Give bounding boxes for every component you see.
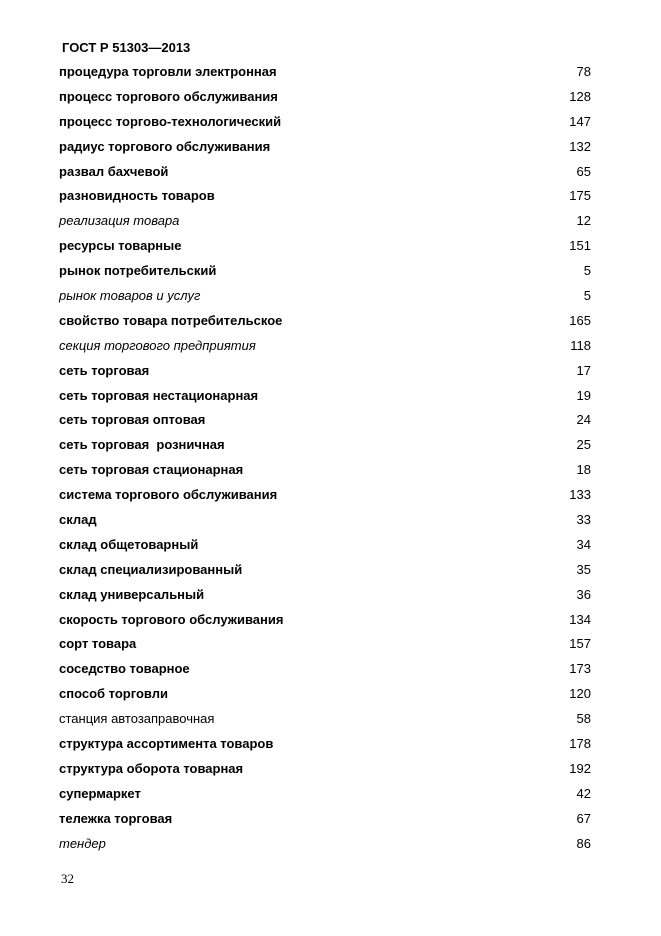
index-page-ref: 118: [570, 337, 591, 353]
index-entry: [59, 88, 591, 113]
index-entry: [59, 287, 591, 312]
index-page-ref: 34: [576, 536, 591, 552]
index-entry: [59, 486, 591, 511]
index-page-ref: 18: [576, 462, 591, 478]
index-entry: [59, 63, 591, 88]
index-page-ref: 147: [569, 113, 591, 129]
index-entry: [59, 262, 591, 287]
index-term: реализация товара: [59, 213, 180, 229]
index-term: процесс торгового обслуживания: [59, 88, 278, 104]
index-entry: [59, 511, 591, 536]
index-term: скорость торгового обслуживания: [59, 611, 284, 627]
index-entry: [59, 660, 591, 685]
index-term: процесс торгово-технологический: [59, 113, 282, 129]
document-header: ГОСТ Р 51303—2013: [62, 40, 191, 55]
index-page-ref: 35: [576, 561, 591, 577]
index-term: сеть торговая нестационарная: [59, 387, 259, 403]
index-term: радиус торгового обслуживания: [59, 138, 271, 154]
index-entry: [59, 138, 591, 163]
index-entry: [59, 561, 591, 586]
index-term: система торгового обслуживания: [59, 487, 278, 503]
index-term: свойство товара потребительское: [59, 312, 283, 328]
index-page-ref: 24: [576, 412, 591, 428]
index-page-ref: 173: [569, 661, 591, 677]
index-page-ref: 175: [569, 188, 591, 204]
index-entry: [59, 760, 591, 785]
index-term: структура оборота товарная: [59, 760, 244, 776]
index-page-ref: 134: [569, 611, 591, 627]
index-page-ref: 19: [576, 387, 591, 403]
index-page-ref: 133: [569, 487, 591, 503]
index-page-ref: 78: [576, 64, 591, 79]
index-entry: [59, 735, 591, 760]
term-index-list: [59, 63, 591, 860]
index-entry: [59, 835, 591, 860]
index-page-ref: 178: [569, 736, 591, 752]
index-term: сеть торговая стационарная: [59, 462, 244, 478]
index-page-ref: 67: [576, 810, 591, 826]
index-page-ref: 36: [576, 586, 591, 602]
index-term: структура ассортимента товаров: [59, 736, 274, 752]
index-page-ref: 132: [569, 138, 591, 154]
index-entry: [59, 237, 591, 262]
index-page-ref: 86: [576, 835, 591, 851]
index-term: разновидность товаров: [59, 188, 215, 204]
index-page-ref: 192: [569, 760, 591, 776]
index-page-ref: 151: [569, 238, 591, 254]
index-term: соседство товарное: [59, 661, 190, 677]
index-entry: [59, 611, 591, 636]
index-page-ref: 157: [569, 636, 591, 652]
index-term: склад: [59, 512, 97, 528]
index-entry: [59, 536, 591, 561]
index-term: сеть торговая: [59, 362, 150, 378]
index-term: склад универсальный: [59, 586, 205, 602]
index-page-ref: 58: [576, 711, 591, 727]
index-entry: [59, 387, 591, 412]
index-entry: [59, 362, 591, 387]
index-term: тендер: [59, 835, 106, 851]
index-term: развал бахчевой: [59, 163, 169, 179]
index-term: сеть торговая оптовая: [59, 412, 206, 428]
index-page-ref: 33: [576, 512, 591, 528]
index-entry: [59, 212, 591, 237]
index-entry: [59, 436, 591, 461]
index-entry: [59, 411, 591, 436]
index-page-ref: 5: [583, 288, 591, 304]
index-term: сорт товара: [59, 636, 137, 652]
index-term: секция торгового предприятия: [59, 337, 256, 353]
index-term: рынок товаров и услуг: [59, 288, 201, 304]
index-page-ref: 42: [576, 785, 591, 801]
index-entry: [59, 785, 591, 810]
index-entry: [59, 635, 591, 660]
index-entry: [59, 810, 591, 835]
index-entry: [59, 710, 591, 735]
index-page-ref: 128: [569, 88, 591, 104]
index-term: склад специализированный: [59, 561, 243, 577]
index-term: сеть торговая розничная: [59, 437, 225, 453]
index-entry: [59, 586, 591, 611]
index-entry: [59, 461, 591, 486]
index-term: супермаркет: [59, 785, 141, 801]
index-term: способ торговли: [59, 686, 168, 702]
index-term: ресурсы товарные: [59, 238, 182, 254]
index-page-ref: 17: [576, 362, 591, 378]
index-term: тележка торговая: [59, 810, 173, 826]
index-entry: [59, 312, 591, 337]
index-entry: [59, 163, 591, 188]
index-entry: [59, 685, 591, 710]
page-number: 32: [61, 871, 74, 886]
index-term: склад общетоварный: [59, 536, 199, 552]
index-page-ref: 65: [576, 163, 591, 179]
index-term: станция автозаправочная: [59, 711, 215, 727]
index-entry: [59, 337, 591, 362]
index-page-ref: 120: [569, 686, 591, 702]
index-page-ref: 165: [569, 312, 591, 328]
index-page-ref: 25: [576, 437, 591, 453]
index-page-ref: 5: [583, 263, 591, 279]
index-term: рынок потребительский: [59, 263, 217, 279]
index-term: процедура торговли электронная: [59, 64, 277, 79]
index-entry: [59, 113, 591, 138]
index-entry: [59, 187, 591, 212]
index-page-ref: 12: [576, 213, 591, 229]
